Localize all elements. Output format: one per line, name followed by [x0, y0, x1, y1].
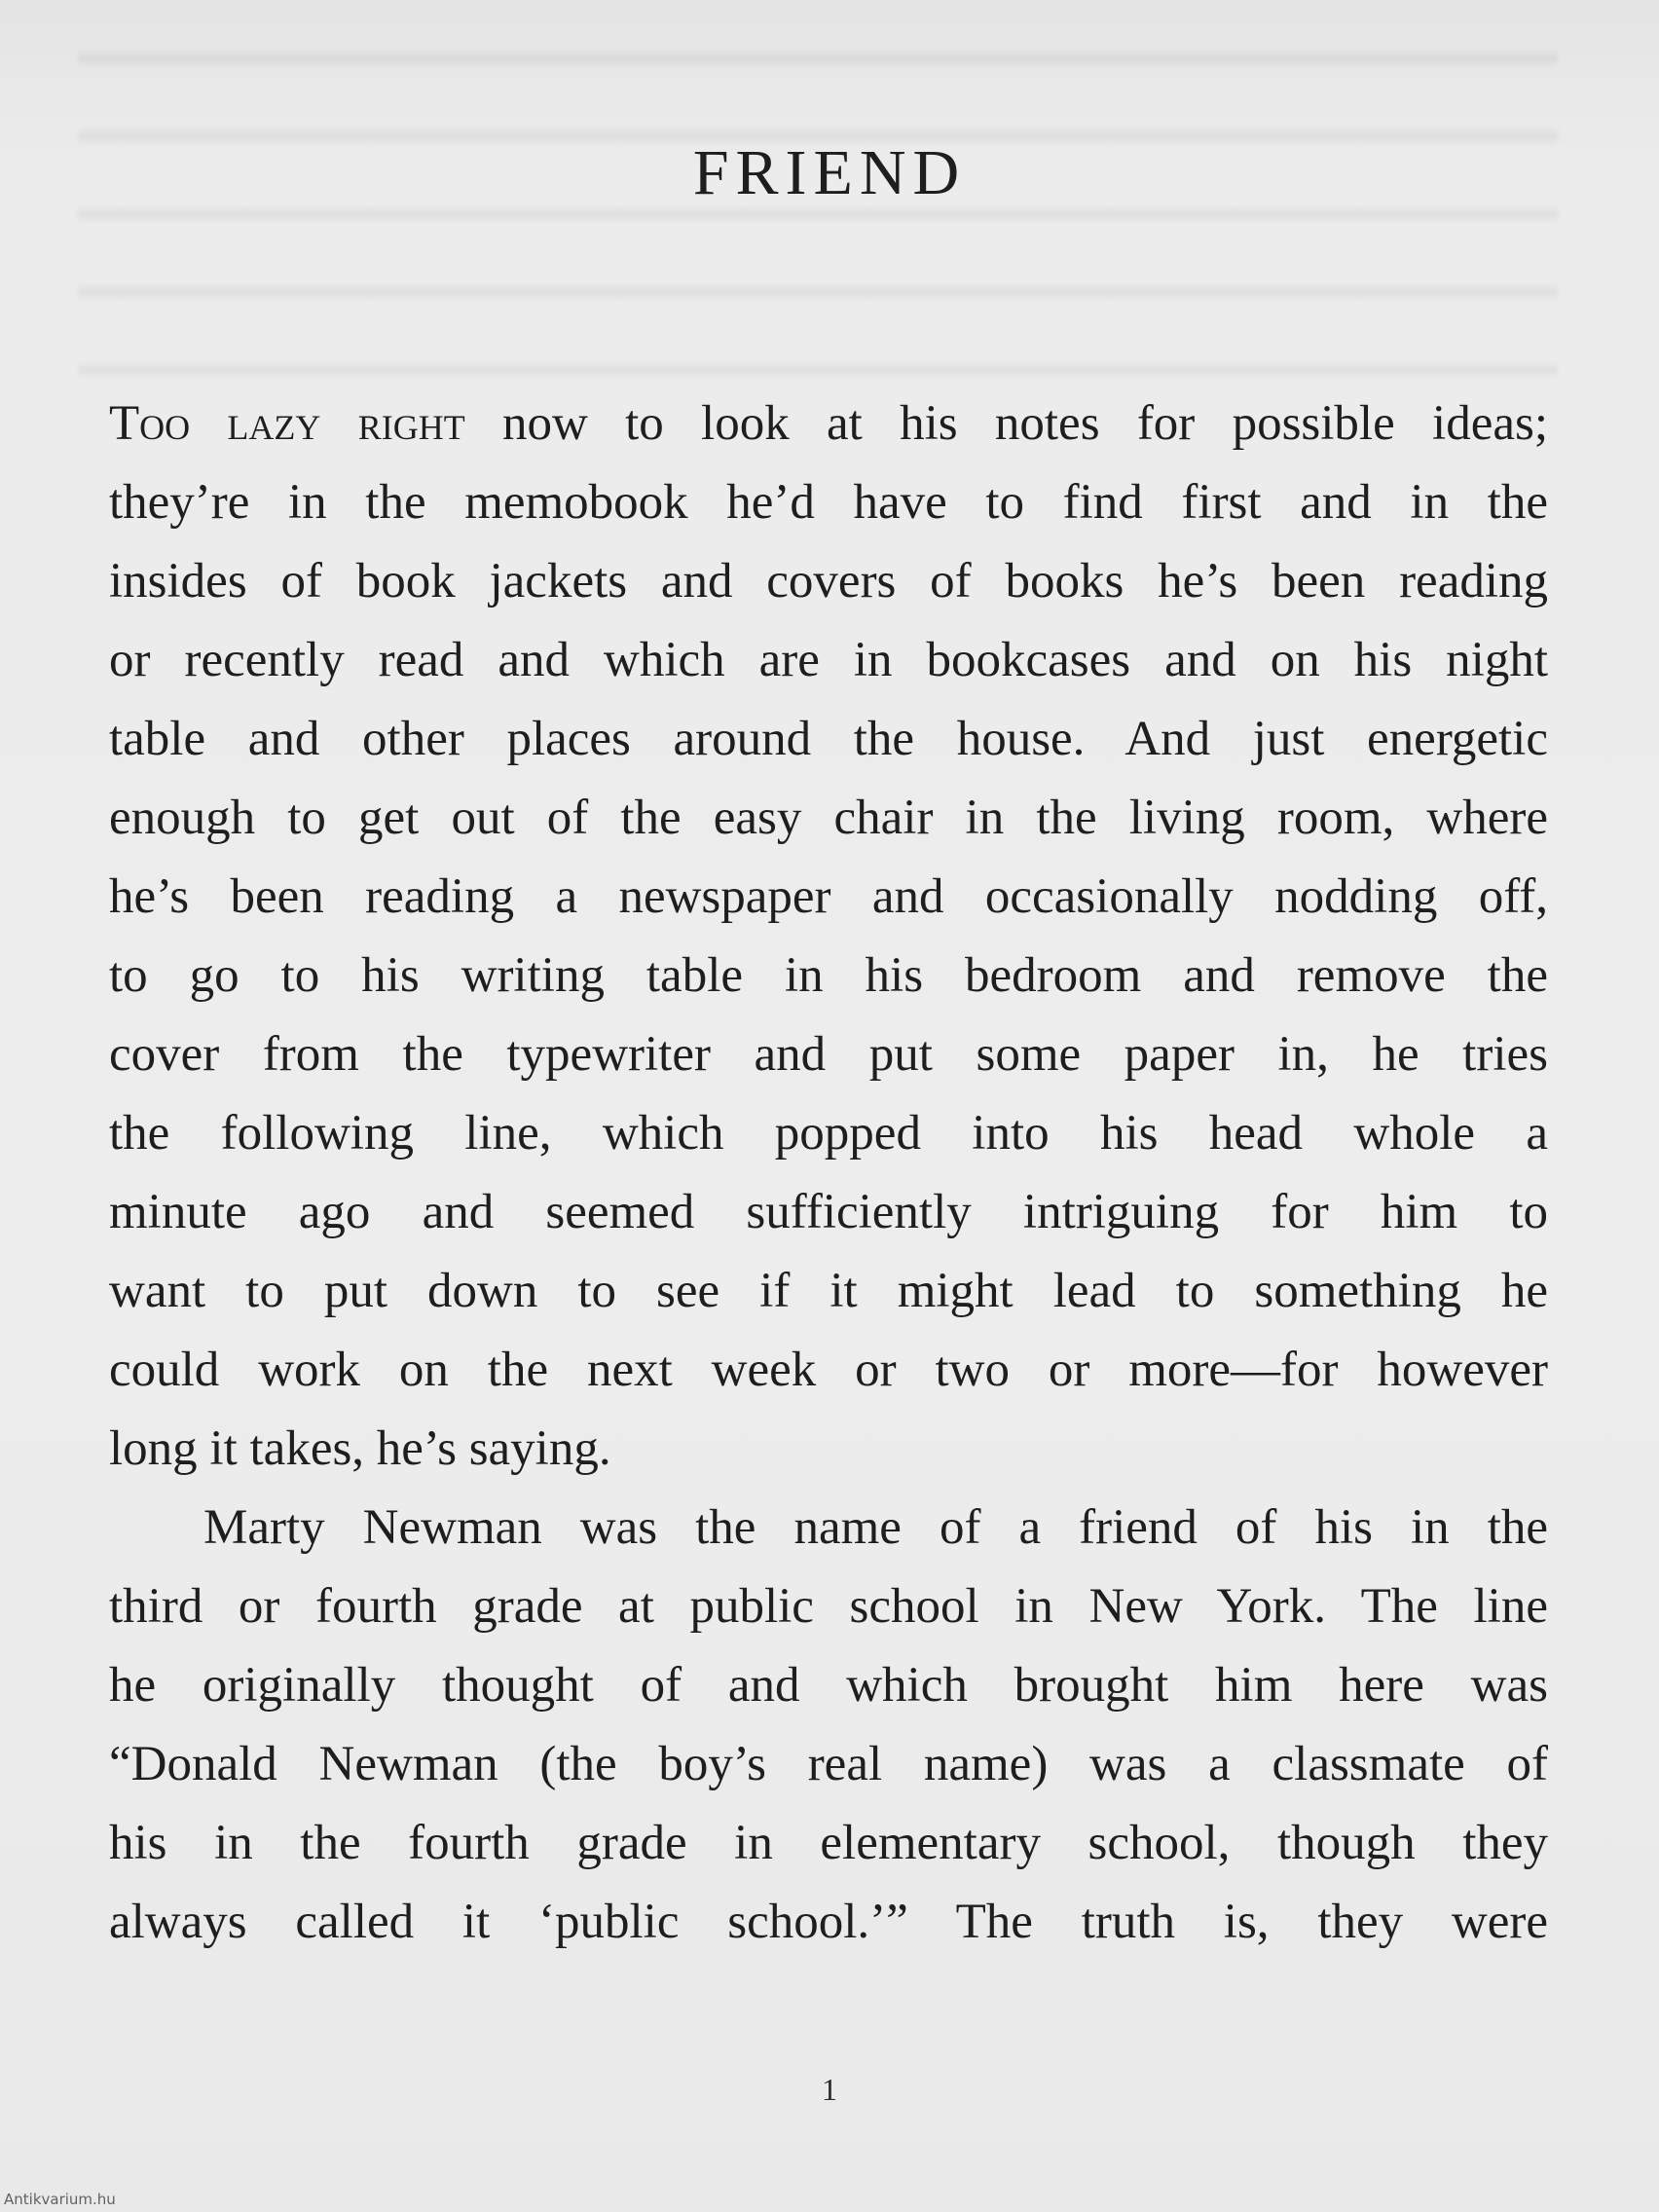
- first-line-rest: now to look at his notes for possible ideas;: [464, 396, 1548, 451]
- text-line: [109, 385, 1548, 463]
- watermark: Antikvarium.hu: [4, 2191, 116, 2208]
- text-line: his in the fourth grade in elementary school, though they: [109, 1816, 1548, 1870]
- text-line: insides of book jackets and covers of books he’s been reading: [109, 554, 1548, 608]
- text-line: or recently read and which are in bookcases and on his night: [109, 633, 1548, 687]
- text-line: Marty Newman was the name of a friend of his in the: [203, 1500, 1548, 1555]
- small-caps-opening: Too lazy right: [109, 396, 465, 451]
- text-line: minute ago and seemed sufficiently intriguing for him to: [109, 1185, 1548, 1239]
- text-line: could work on the next week or two or more—for however: [109, 1343, 1548, 1397]
- text-line: third or fourth grade at public school in New York. The line: [109, 1579, 1548, 1634]
- chapter-title: FRIEND: [692, 137, 967, 208]
- text-line: cover from the typewriter and put some paper in, he tries: [109, 1027, 1548, 1082]
- text-line: “Donald Newman (the boy’s real name) was a classmate of: [109, 1737, 1548, 1791]
- text-line: want to put down to see if it might lead to something he: [109, 1264, 1548, 1318]
- text-line: to go to his writing table in his bedroom and remove the: [109, 948, 1548, 1003]
- text-line: the following line, which popped into his head whole a: [109, 1106, 1548, 1161]
- body-text: [109, 385, 1548, 1962]
- text-line: always called it ‘public school.’” The truth is, they were: [109, 1895, 1548, 1949]
- text-line: table and other places around the house. And just energetic: [109, 712, 1548, 766]
- text-line: they’re in the memobook he’d have to find first and in the: [109, 475, 1548, 530]
- text-line: enough to get out of the easy chair in the living room, where: [109, 791, 1548, 845]
- page-number: 1: [822, 2072, 837, 2107]
- text-line: long it takes, he’s saying.: [109, 1421, 611, 1476]
- text-line: he originally thought of and which brought him here was: [109, 1658, 1548, 1713]
- text-line: he’s been reading a newspaper and occasionally nodding off,: [109, 869, 1548, 924]
